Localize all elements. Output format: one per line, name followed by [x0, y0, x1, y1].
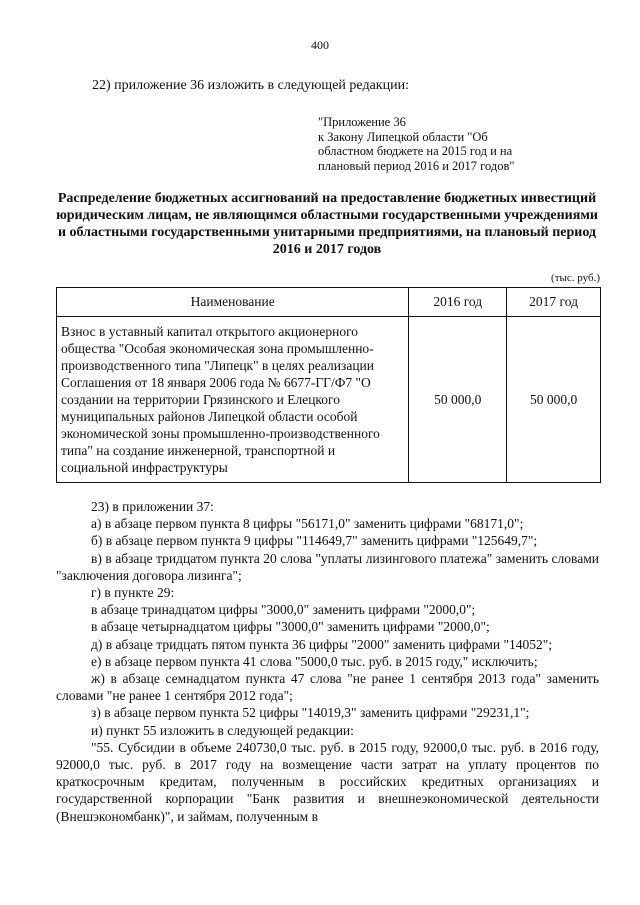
table-row	[57, 317, 601, 483]
amendment-paragraph: в абзаце четырнадцатом цифры "3000,0" заменить цифрами "2000,0";	[91, 619, 490, 635]
amendment-paragraph: 23) в приложении 37:	[91, 499, 214, 514]
row-name-cell: Взнос в уставный капитал открытого акционерного общества "Особая экономическая зона промышленно-производственного типа "Липецк" в целях реализации Соглашения от 18 января 2006 года № 6677-ГГ/Ф7 "О создании на территории Грязинского и Елецкого муниципальных районов Липецкой области особой экономической зоны промышленно-производственного типа" на создание инженерной, транспортной и социальной инфраструктуры	[57, 317, 409, 483]
row-value-2016: 50 000,0	[409, 317, 507, 483]
amendment-paragraph: д) в абзаце тридцать пятом пункта 36 цифры "2000" заменить цифрами "14052";	[91, 636, 553, 652]
amendment-intro: 22) приложение 36 изложить в следующей редакции:	[92, 78, 409, 93]
amendment-paragraph: з) в абзаце первом пункта 52 цифры "14019,3" заменить цифрами "29231,1";	[91, 705, 530, 721]
amendment-paragraph: г) в пункте 29:	[91, 585, 175, 601]
table-header-row	[57, 288, 601, 317]
unit-label: (тыс. руб.)	[551, 272, 600, 284]
amendment-paragraph: и) пункт 55 изложить в следующей редакции:	[91, 722, 354, 738]
amendment-paragraph: а) в абзаце первом пункта 8 цифры "56171,0" заменить цифрами "68171,0";	[91, 516, 524, 532]
column-header-2017: 2017 год	[507, 288, 601, 317]
column-header-name: Наименование	[57, 288, 409, 317]
appendix-header-line: плановый период 2016 и 2017 годов"	[318, 158, 515, 173]
budget-table	[56, 287, 601, 483]
appendix-header-line: областном бюджете на 2015 год и на	[318, 144, 513, 158]
amendment-paragraph: е) в абзаце первом пункта 41 слова "5000,0 тыс. руб. в 2015 году," исключить;	[91, 653, 538, 669]
page-number: 400	[311, 38, 329, 52]
amendment-paragraph: "55. Субсидии в объеме 240730,0 тыс. руб. в 2015 году, 92000,0 тыс. руб. в 2016 году, 92000,0 тыс. руб. в 2017 году на возмещение части затрат на уплату процентов по краткосрочным кредитам, полученным в российских кредитных организациях и государственной корпорации "Банк развития и внешнеэкономической деятельности (Внешэкономбанк)", и займам, полученным в	[56, 739, 599, 824]
appendix-header	[318, 115, 514, 173]
appendix-header-line: к Закону Липецкой области "Об	[318, 129, 488, 144]
appendix-header-line: "Приложение 36	[318, 115, 406, 129]
amendment-paragraph: в абзаце тринадцатом цифры "3000,0" заменить цифрами "2000,0";	[91, 602, 476, 618]
column-header-2016: 2016 год	[409, 288, 507, 317]
amendment-paragraph: в) в абзаце тридцатом пункта 20 слова "уплаты лизингового платежа" заменить словами "заключения договора лизинга";	[56, 550, 599, 583]
amendments-list	[56, 498, 599, 825]
amendment-paragraph: б) в абзаце первом пункта 9 цифры "114649,7" заменить цифрами "125649,7";	[91, 533, 538, 549]
row-value-2017: 50 000,0	[507, 317, 601, 483]
amendment-paragraph: ж) в абзаце семнадцатом пункта 47 слова "не ранее 1 сентября 2013 года" заменить словами "не ранее 1 сентября 2012 года";	[56, 671, 599, 704]
document-heading: Распределение бюджетных ассигнований на предоставление бюджетных инвестиций юридическим лицам, не являющимся областными государственными учреждениями и областными государственными унитарными предприятиями, на плановый период 2016 и 2017 годов	[56, 191, 598, 257]
